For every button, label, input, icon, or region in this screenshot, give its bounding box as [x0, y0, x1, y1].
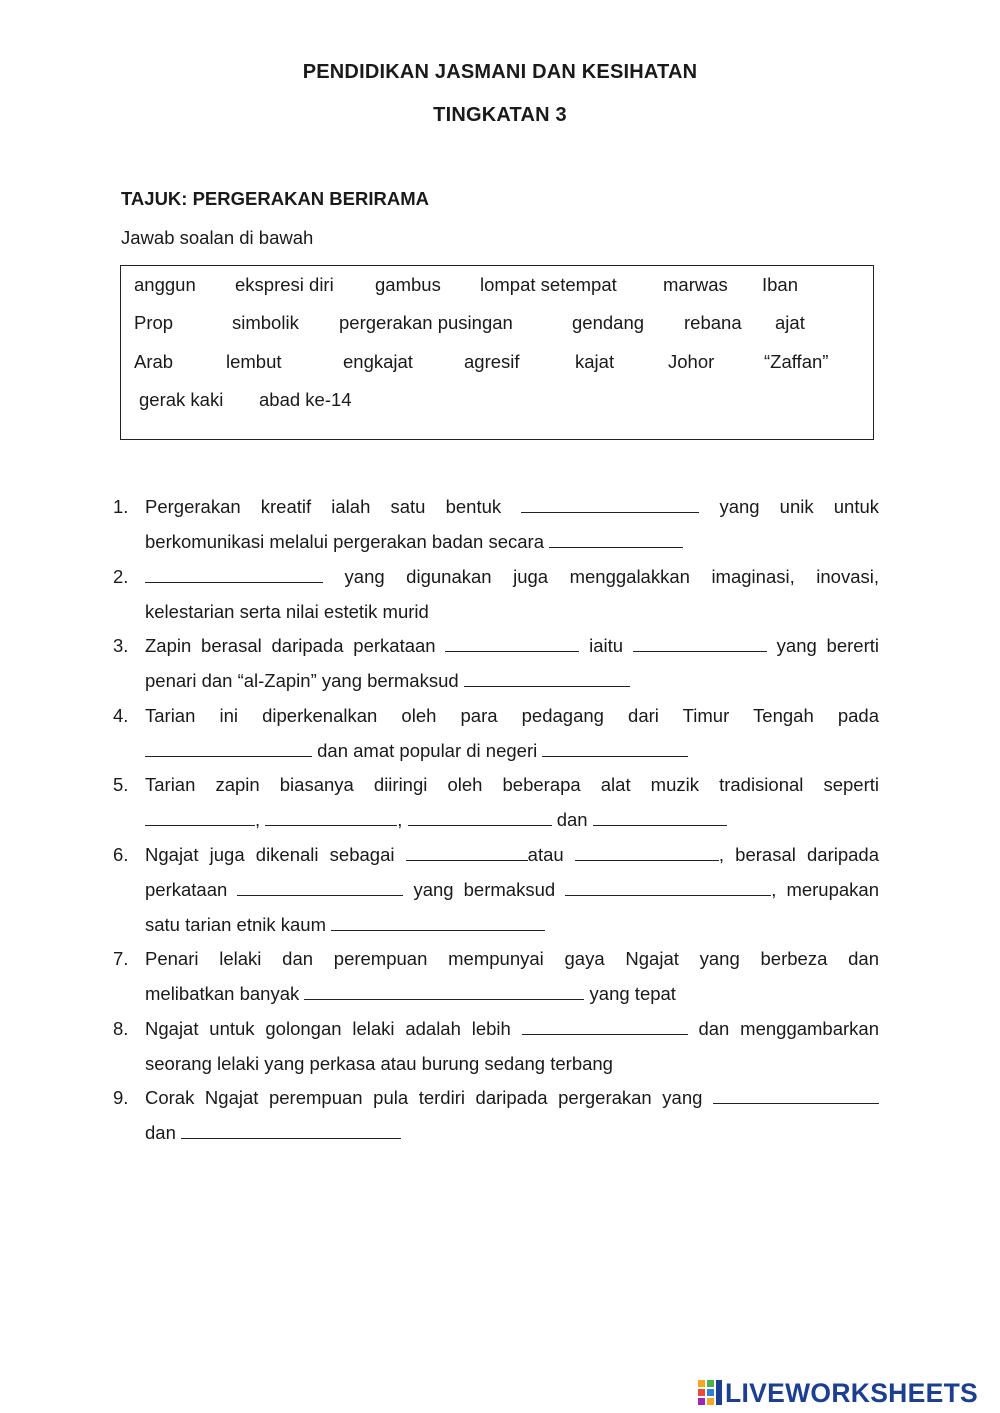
- answer-blank[interactable]: [522, 1016, 688, 1035]
- word-bank: [120, 265, 874, 440]
- question-1: [113, 489, 879, 559]
- question-text: yang bererti: [776, 635, 879, 656]
- question-text: dan amat popular di negeri: [317, 740, 538, 761]
- question-text: Zapin berasal daripada perkataan: [145, 635, 436, 656]
- question-text: dan menggambarkan: [698, 1018, 879, 1039]
- question-5: [113, 767, 879, 837]
- question-number: 1.: [113, 496, 129, 517]
- word-bank-item: lembut: [226, 351, 282, 372]
- answer-blank[interactable]: [145, 738, 312, 757]
- word-bank-item: simbolik: [232, 312, 299, 333]
- answer-blank[interactable]: [181, 1120, 401, 1139]
- question-text: Ngajat juga dikenali sebagai: [145, 844, 395, 865]
- question-8: [113, 1011, 879, 1081]
- word-bank-item: gerak kaki: [139, 389, 224, 410]
- answer-blank[interactable]: [265, 807, 397, 826]
- question-number: 6.: [113, 844, 129, 865]
- word-bank-item: gambus: [375, 274, 441, 295]
- question-text: yang bermaksud: [413, 879, 556, 900]
- word-bank-item: lompat setempat: [480, 274, 617, 295]
- answer-blank[interactable]: [445, 633, 579, 652]
- answer-blank[interactable]: [713, 1085, 879, 1104]
- answer-blank[interactable]: [304, 981, 584, 1000]
- answer-blank[interactable]: [593, 807, 727, 826]
- liveworksheets-logo-icon: [697, 1379, 723, 1407]
- question-number: 5.: [113, 774, 129, 795]
- question-text: yang unik untuk: [719, 496, 880, 517]
- word-bank-item: engkajat: [343, 351, 413, 372]
- word-bank-item: gendang: [572, 312, 645, 333]
- question-text: yang digunakan juga menggalakkan imaginasi, inovasi,: [344, 566, 879, 587]
- question-number: 4.: [113, 705, 129, 726]
- word-bank-item: rebana: [684, 312, 742, 333]
- word-bank-item: kajat: [575, 351, 615, 372]
- word-bank-item: anggun: [134, 274, 196, 295]
- instruction-text: Jawab soalan di bawah: [121, 227, 314, 248]
- answer-blank[interactable]: [633, 633, 767, 652]
- word-bank-item: Iban: [762, 274, 799, 295]
- answer-blank[interactable]: [408, 807, 552, 826]
- word-bank-item: agresif: [464, 351, 520, 372]
- question-text: atau: [527, 844, 564, 865]
- word-bank-item: ekspresi diri: [235, 274, 334, 295]
- answer-blank[interactable]: [331, 912, 545, 931]
- answer-blank[interactable]: [145, 564, 323, 583]
- question-text: Tarian zapin biasanya diiringi oleh beberapa alat muzik tradisional seperti: [145, 774, 879, 795]
- question-text: melibatkan banyak: [145, 983, 300, 1004]
- answer-blank[interactable]: [145, 807, 255, 826]
- question-text: Corak Ngajat perempuan pula terdiri daripada pergerakan yang: [145, 1087, 703, 1108]
- question-9: [113, 1080, 879, 1150]
- question-number: 3.: [113, 635, 129, 656]
- word-bank-item: Arab: [134, 351, 174, 372]
- word-bank-item: Johor: [668, 351, 715, 372]
- answer-blank[interactable]: [237, 877, 403, 896]
- question-text: seorang lelaki yang perkasa atau burung sedang terbang: [145, 1053, 613, 1074]
- question-6: [113, 837, 879, 942]
- word-bank-item: marwas: [663, 274, 728, 295]
- question-text: perkataan: [145, 879, 228, 900]
- answer-blank[interactable]: [521, 494, 699, 513]
- question-text: Tarian ini diperkenalkan oleh para pedagang dari Timur Tengah pada: [145, 705, 879, 726]
- question-text: iaitu: [589, 635, 624, 656]
- answer-blank[interactable]: [565, 877, 771, 896]
- question-number: 2.: [113, 566, 129, 587]
- page-subtitle: TINGKATAN 3: [433, 104, 567, 126]
- question-text: dan: [145, 1122, 176, 1143]
- answer-blank[interactable]: [406, 842, 528, 861]
- answer-blank[interactable]: [542, 738, 688, 757]
- question-text: satu tarian etnik kaum: [145, 914, 326, 935]
- word-bank-item: abad ke-14: [259, 389, 352, 410]
- question-text: , berasal daripada: [718, 844, 880, 865]
- word-bank-item: Prop: [134, 312, 174, 333]
- question-text: Ngajat untuk golongan lelaki adalah lebih: [145, 1018, 511, 1039]
- answer-blank[interactable]: [464, 668, 630, 687]
- question-text: kelestarian serta nilai estetik murid: [145, 601, 429, 622]
- liveworksheets-logo: [697, 1376, 997, 1410]
- question-2: [113, 559, 879, 629]
- question-text: berkomunikasi melalui pergerakan badan secara: [145, 531, 545, 552]
- answer-blank[interactable]: [575, 842, 719, 861]
- question-text: dan: [556, 809, 588, 830]
- question-text: yang tepat: [589, 983, 676, 1004]
- page-title: PENDIDIKAN JASMANI DAN KESIHATAN: [302, 61, 698, 83]
- question-text: Pergerakan kreatif ialah satu bentuk: [145, 496, 502, 517]
- question-text: penari dan “al-Zapin” yang bermaksud: [145, 670, 459, 691]
- word-bank-item: “Zaffan”: [764, 351, 829, 372]
- question-3: [113, 628, 879, 698]
- brand-name: LIVEWORKSHEETS: [725, 1377, 979, 1408]
- question-text: ,: [397, 809, 403, 830]
- question-text: Penari lelaki dan perempuan mempunyai gaya Ngajat yang berbeza dan: [145, 948, 879, 969]
- question-number: 9.: [113, 1087, 129, 1108]
- topic-heading: TAJUK: PERGERAKAN BERIRAMA: [121, 188, 429, 209]
- word-bank-item: pergerakan pusingan: [339, 312, 513, 333]
- question-text: ,: [255, 809, 261, 830]
- question-4: [113, 698, 879, 768]
- question-number: 7.: [113, 948, 129, 969]
- answer-blank[interactable]: [549, 529, 683, 548]
- word-bank-item: ajat: [775, 312, 805, 333]
- question-number: 8.: [113, 1018, 129, 1039]
- question-7: [113, 941, 879, 1011]
- question-text: , merupakan: [771, 879, 879, 900]
